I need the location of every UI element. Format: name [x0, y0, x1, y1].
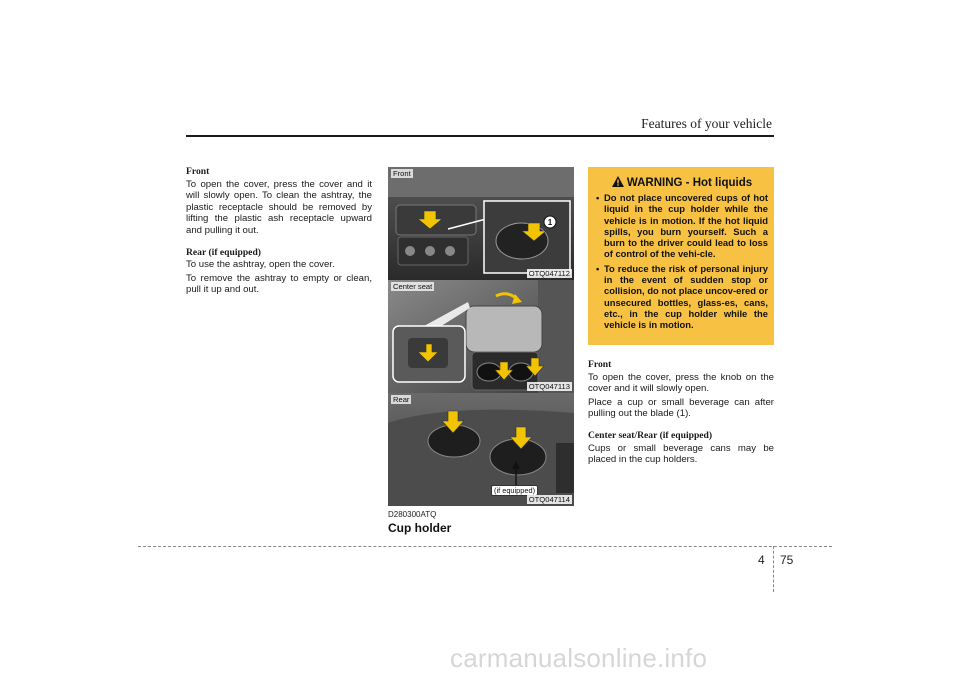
rear-ashtray-text-2: To remove the ashtray to empty or clean, pull it up and out. [186, 272, 372, 296]
figure-front-label: Front [393, 169, 411, 178]
warning-topic: Hot liquids [692, 177, 753, 189]
warning-dash: - [685, 177, 690, 189]
figure-center-label: Center seat [393, 282, 433, 291]
front-blade-callout: 1 [547, 218, 553, 227]
center-cup-holder-photo [388, 280, 574, 393]
warning-item: • Do not place uncovered cups of hot liquid in the cup holder while the vehicle is in motion. If the hot liquid spills, you burn yourself. Such a burn to the driver could lead to loss of control of the vehi-cle. [596, 192, 768, 260]
center-cup-text: Cups or small beverage cans may be placed in the cup holders. [588, 442, 774, 466]
figure-center-code: OTQ047113 [528, 382, 570, 391]
page-header-title: Features of your vehicle [641, 116, 772, 131]
footer-divider [773, 546, 774, 592]
figure-front-code: OTQ047112 [528, 269, 570, 278]
right-text-column [588, 359, 774, 468]
figure-rear-if-equipped: (if equipped) [491, 485, 538, 496]
warning-box [588, 167, 774, 345]
section-title: Cup holder [388, 521, 452, 535]
front-cup-text-2: Place a cup or small beverage can after pulling out the blade (1). [588, 396, 774, 420]
page-number: 75 [780, 553, 794, 567]
figure-center-cup-holder [388, 280, 574, 393]
watermark: carmanualsonline.info [450, 643, 708, 673]
front-ashtray-text: To open the cover, press the cover and it will slowly open. To clean the ashtray, the plastic receptacle should be removed by lifting the plastic ash receptacle upward and pulling it out. [186, 178, 372, 236]
figure-rear-code: OTQ047114 [528, 495, 570, 504]
warning-list [596, 192, 768, 331]
front-cup-heading: Front [588, 359, 612, 370]
figure-rear-cup-holder [388, 393, 574, 506]
rear-ashtray-heading: Rear (if equipped) [186, 246, 261, 258]
rear-cup-holder-photo [388, 393, 574, 506]
warning-heading [596, 176, 768, 190]
figure-rear-label: Rear [393, 395, 410, 404]
front-ashtray-heading: Front [186, 166, 210, 177]
left-text-column [186, 166, 372, 298]
front-cup-holder-photo [388, 167, 574, 280]
header-rule [186, 135, 774, 137]
rear-ashtray-text-1: To use the ashtray, open the cover. [186, 259, 335, 271]
section-code: D280300ATQ [388, 510, 437, 519]
front-cup-text-1: To open the cover, press the knob on the cover and it will slowly open. [588, 371, 774, 395]
warning-label: WARNING [626, 177, 683, 189]
chapter-number: 4 [758, 553, 765, 567]
warning-triangle-icon [612, 176, 624, 190]
center-cup-heading: Center seat/Rear (if equipped) [588, 429, 713, 441]
warning-item: • To reduce the risk of personal injury in the event of sudden stop or collision, do not place uncov-ered or unsecured bottles, glass-es, cans, etc., in the cup holder while the vehicle is in motion. [596, 262, 768, 331]
footer-rule [138, 546, 832, 547]
figure-front-cup-holder [388, 167, 574, 280]
